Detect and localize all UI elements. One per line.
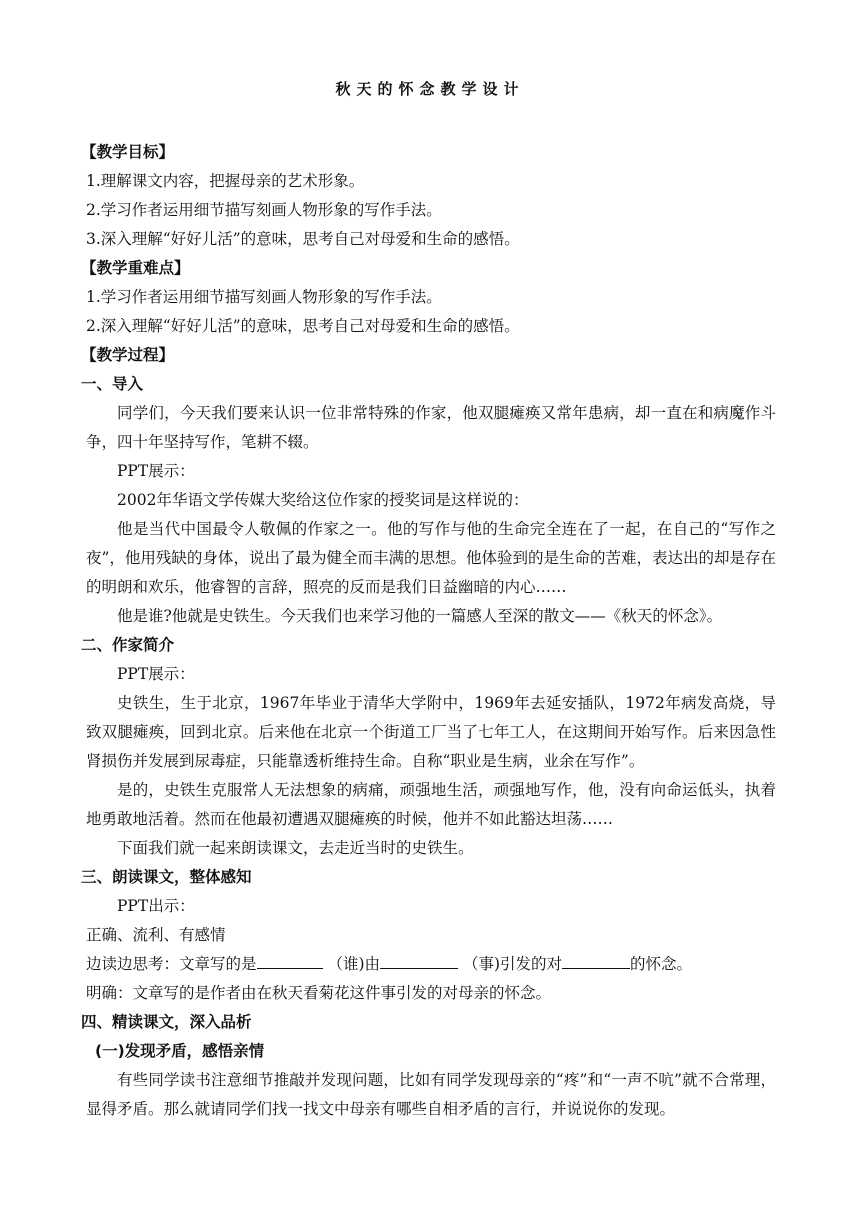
author-transition: 下面我们就一起来朗读课文，去走近当时的史铁生。 (117, 839, 474, 857)
ppt-label: PPT展示： (117, 462, 195, 480)
answer-blank (257, 950, 323, 969)
intro-paragraph: 同学们，今天我们要来认识一位非常特殊的作家，他双腿瘫痪又常年患病，却一直在和病魔作斗争，四十年坚持写作，笔耕不辍。 (86, 404, 776, 451)
answer-blank (380, 950, 458, 969)
ppt-label: PPT展示： (117, 665, 195, 683)
reading-requirement: 正确、流利、有感情 (86, 926, 226, 944)
goal-item: 1.理解课文内容，把握母亲的艺术形象。 (86, 172, 365, 190)
question-text: 的怀念。 (630, 955, 693, 973)
answer-blank (562, 950, 630, 969)
question-text: 边读边思考：文章写的是 (86, 955, 257, 973)
reading-answer: 明确：文章写的是作者由在秋天看菊花这件事引发的对母亲的怀念。 (86, 984, 552, 1002)
close-reading-paragraph: 有些同学读书注意细节推敲并发现问题，比如有同学发现母亲的“疼”和“一声不吭”就不合常理，显得矛盾。那么就请同学们找一找文中母亲有哪些自相矛盾的言行，并说说你的发现。 (86, 1071, 776, 1118)
document-title: 秋天的怀念教学设计 (335, 80, 525, 98)
key-point-item: 1.学习作者运用细节描写刻画人物形象的写作手法。 (86, 288, 442, 306)
intro-conclusion: 他是谁?他就是史铁生。今天我们也来学习他的一篇感人至深的散文——《秋天的怀念》。 (117, 607, 723, 625)
ppt-label: PPT出示： (117, 897, 195, 915)
goals-heading: 【教学目标】 (81, 143, 175, 161)
process-heading: 【教学过程】 (81, 346, 175, 364)
author-paragraph: 是的，史铁生克服常人无法想象的病痛，顽强地生活，顽强地写作，他，没有向命运低头，执着地勇敢地活着。然而在他最初遭遇双腿瘫痪的时候，他并不如此豁达坦荡…… (86, 781, 776, 828)
award-intro: 2002年华语文学传媒大奖给这位作家的授奖词是这样说的： (117, 491, 529, 509)
key-points-heading: 【教学重难点】 (81, 259, 190, 277)
section-author-heading: 二、作家简介 (81, 636, 175, 654)
award-quote: 他是当代中国最令人敬佩的作家之一。他的写作与他的生命完全连在了一起，在自己的“写作之夜”，他用残缺的身体，说出了最为健全而丰满的思想。他体验到的是生命的苦难，表达出的却是存在的明朗和欢乐，他睿智的言辞，照亮的反而是我们日益幽暗的内心…… (86, 520, 776, 596)
question-text: （谁)由 (327, 955, 381, 973)
section-reading-heading: 三、朗读课文，整体感知 (81, 868, 252, 886)
key-point-item: 2.深入理解“好好儿活”的意味，思考自己对母爱和生命的感悟。 (86, 317, 520, 335)
subsection-heading: (一)发现矛盾，感悟亲情 (95, 1042, 265, 1060)
section-intro-heading: 一、导入 (81, 375, 144, 393)
goal-item: 3.深入理解“好好儿活”的意味，思考自己对母爱和生命的感悟。 (86, 230, 520, 248)
question-text: （事)引发的对 (462, 955, 563, 973)
document-body (81, 138, 776, 1124)
goal-item: 2.学习作者运用细节描写刻画人物形象的写作手法。 (86, 201, 442, 219)
reading-question (86, 950, 776, 979)
section-close-reading-heading: 四、精读课文，深入品析 (81, 1013, 252, 1031)
author-bio: 史铁生，生于北京，1967年毕业于清华大学附中，1969年去延安插队，1972年病发高烧，导致双腿瘫痪，回到北京。后来他在北京一个街道工厂当了七年工人，在这期间开始写作。后来因急性肾损伤并发展到尿毒症，只能靠透析维持生命。自称“职业是生病，业余在写作”。 (86, 694, 776, 770)
